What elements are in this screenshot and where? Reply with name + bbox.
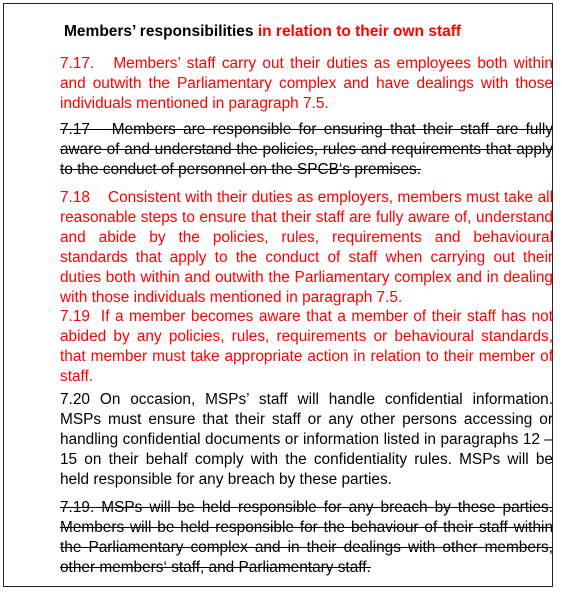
- paragraph-text: On occasion, MSPs’ staff will handle confidential information. MSPs must ensure that their staff or any other persons accessing or handling confidential documents or information listed in paragraphs 12 – 15 on their behalf comply with the confidentiality rules. MSPs will be held responsible for any breach by these parties.: [60, 391, 554, 488]
- paragraph-7-17-deleted: [60, 120, 553, 180]
- heading-highlight: in relation to their own staff: [257, 23, 462, 40]
- paragraph-7-18: [60, 188, 553, 308]
- paragraph-number: 7.18: [60, 189, 90, 206]
- section-heading: [64, 23, 461, 41]
- paragraph-7-19: [60, 307, 553, 387]
- paragraph-7-20: [60, 390, 553, 490]
- paragraph-text: Members’ staff carry out their duties as employees both within and outwith the Parliamentary complex and have dealings with those individuals mentioned in paragraph 7.5.: [60, 55, 553, 112]
- paragraph-text: Consistent with their duties as employers, members must take all reasonable steps to ensure that their staff are fully aware of, understand and abide by the policies, rules, requirements and behavioural standards that apply to the conduct of staff when carrying out their duties both within and outwith the Parliamentary complex and in dealing with those individuals mentioned in paragraph 7.5.: [60, 189, 553, 306]
- paragraph-number: 7.17: [60, 121, 90, 138]
- heading-prefix: Members’ responsibilities: [64, 23, 258, 40]
- paragraph-text: Members are responsible for ensuring that their staff are fully aware of and understand the policies, rules and requirements that apply to the conduct of personnel on the SPCB‘s premises.: [60, 121, 554, 178]
- paragraph-7-17-new: [60, 54, 553, 114]
- paragraph-text: If a member becomes aware that a member of their staff has not abided by any policies, rules, requirements or behavioural standards, that member must take appropriate action in relation to their member of staff.: [60, 308, 553, 385]
- paragraph-number: 7.17.: [60, 55, 95, 72]
- paragraph-text: MSPs will be held responsible for any breach by these parties. Members will be held responsible for the behaviour of their staff within the Parliamentary complex and in their dealings with other members, other members‘ staff, and Parliamentary staff.: [60, 499, 553, 576]
- paragraph-7-19-deleted: [60, 498, 553, 578]
- paragraph-number: 7.20: [60, 391, 90, 408]
- paragraph-number: 7.19.: [60, 499, 95, 516]
- paragraph-number: 7.19: [60, 308, 90, 325]
